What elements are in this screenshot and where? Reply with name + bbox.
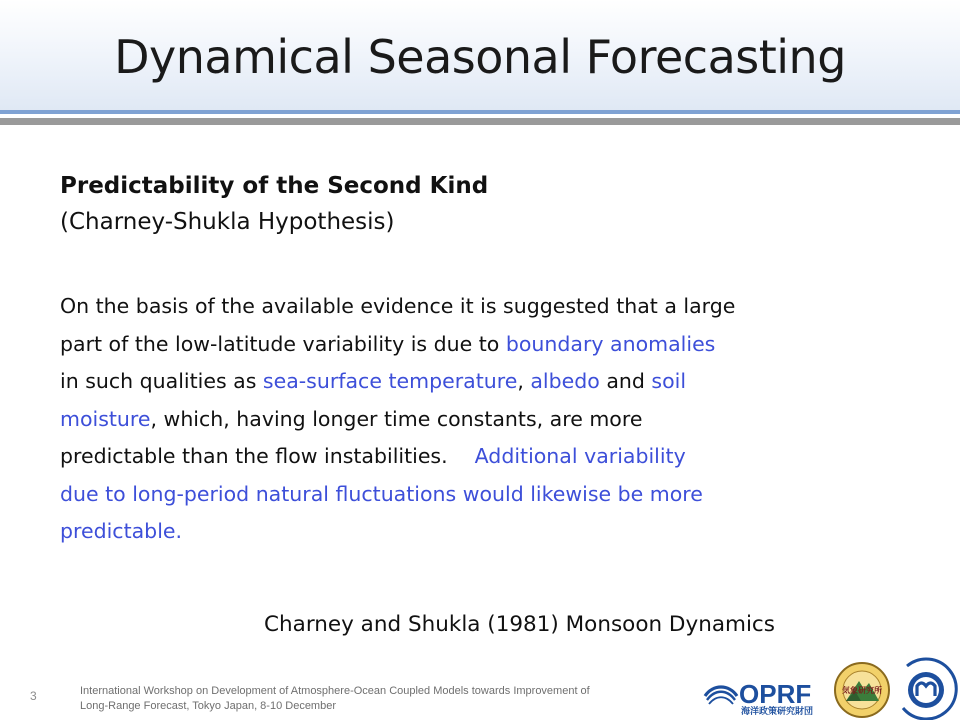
quote-text: in such qualities as xyxy=(60,369,263,393)
slide-body xyxy=(60,168,920,551)
quote-line-5 xyxy=(60,438,920,476)
quote-text: and xyxy=(599,369,652,393)
section-subheading: (Charney-Shukla Hypothesis) xyxy=(60,209,395,235)
mri-seal-logo xyxy=(833,661,891,719)
footer-text xyxy=(80,684,590,714)
oprf-swoosh-icon xyxy=(705,687,737,704)
slide-title: Dynamical Seasonal Forecasting xyxy=(114,30,846,84)
quote-text: predictable than the flow instabilities. xyxy=(60,444,448,468)
highlight-additional-variability: Additional variability xyxy=(474,444,686,468)
highlight-soil: soil xyxy=(651,369,687,393)
quote-block xyxy=(60,288,920,551)
oprf-logo-subtext: 海洋政策研究財団 xyxy=(741,707,814,716)
quote-line-4 xyxy=(60,401,920,439)
section-heading: Predictability of the Second Kind xyxy=(60,173,489,199)
highlight-moisture: moisture xyxy=(60,406,151,431)
quote-text: On the basis of the available evidence it is suggested that a large xyxy=(60,294,736,318)
page-number: 3 xyxy=(30,689,37,703)
seal-text: 気象研究所 xyxy=(842,686,882,695)
quote-line-6: due to long-period natural fluctuations would likewise be more xyxy=(60,481,703,506)
citation: Charney and Shukla (1981) Monsoon Dynamics xyxy=(264,612,775,637)
quote-text: , which, having longer time constants, are more xyxy=(150,406,643,431)
circular-emblem-logo xyxy=(893,656,959,720)
quote-text: , xyxy=(517,369,531,393)
slide-header xyxy=(0,0,960,112)
quote-line-2 xyxy=(60,326,920,364)
quote-line-7: predictable. xyxy=(60,519,183,543)
highlight-sst: sea-surface temperature xyxy=(262,369,518,393)
quote-line-1 xyxy=(60,288,920,326)
highlight-albedo: albedo xyxy=(530,369,600,393)
oprf-logo xyxy=(703,676,829,716)
highlight-boundary-anomalies: boundary anomalies xyxy=(505,331,716,356)
footer-line-2: Long-Range Forecast, Tokyo Japan, 8-10 December xyxy=(80,700,336,712)
quote-line-3 xyxy=(60,363,920,401)
quote-text: part of the low-latitude variability is due to xyxy=(60,331,506,356)
header-rule-blue xyxy=(0,110,960,114)
header-rule-gray xyxy=(0,118,960,125)
footer-line-1: International Workshop on Development of Atmosphere-Ocean Coupled Models towards Improvement of xyxy=(80,685,590,697)
oprf-logo-text: OPRF xyxy=(739,679,812,709)
